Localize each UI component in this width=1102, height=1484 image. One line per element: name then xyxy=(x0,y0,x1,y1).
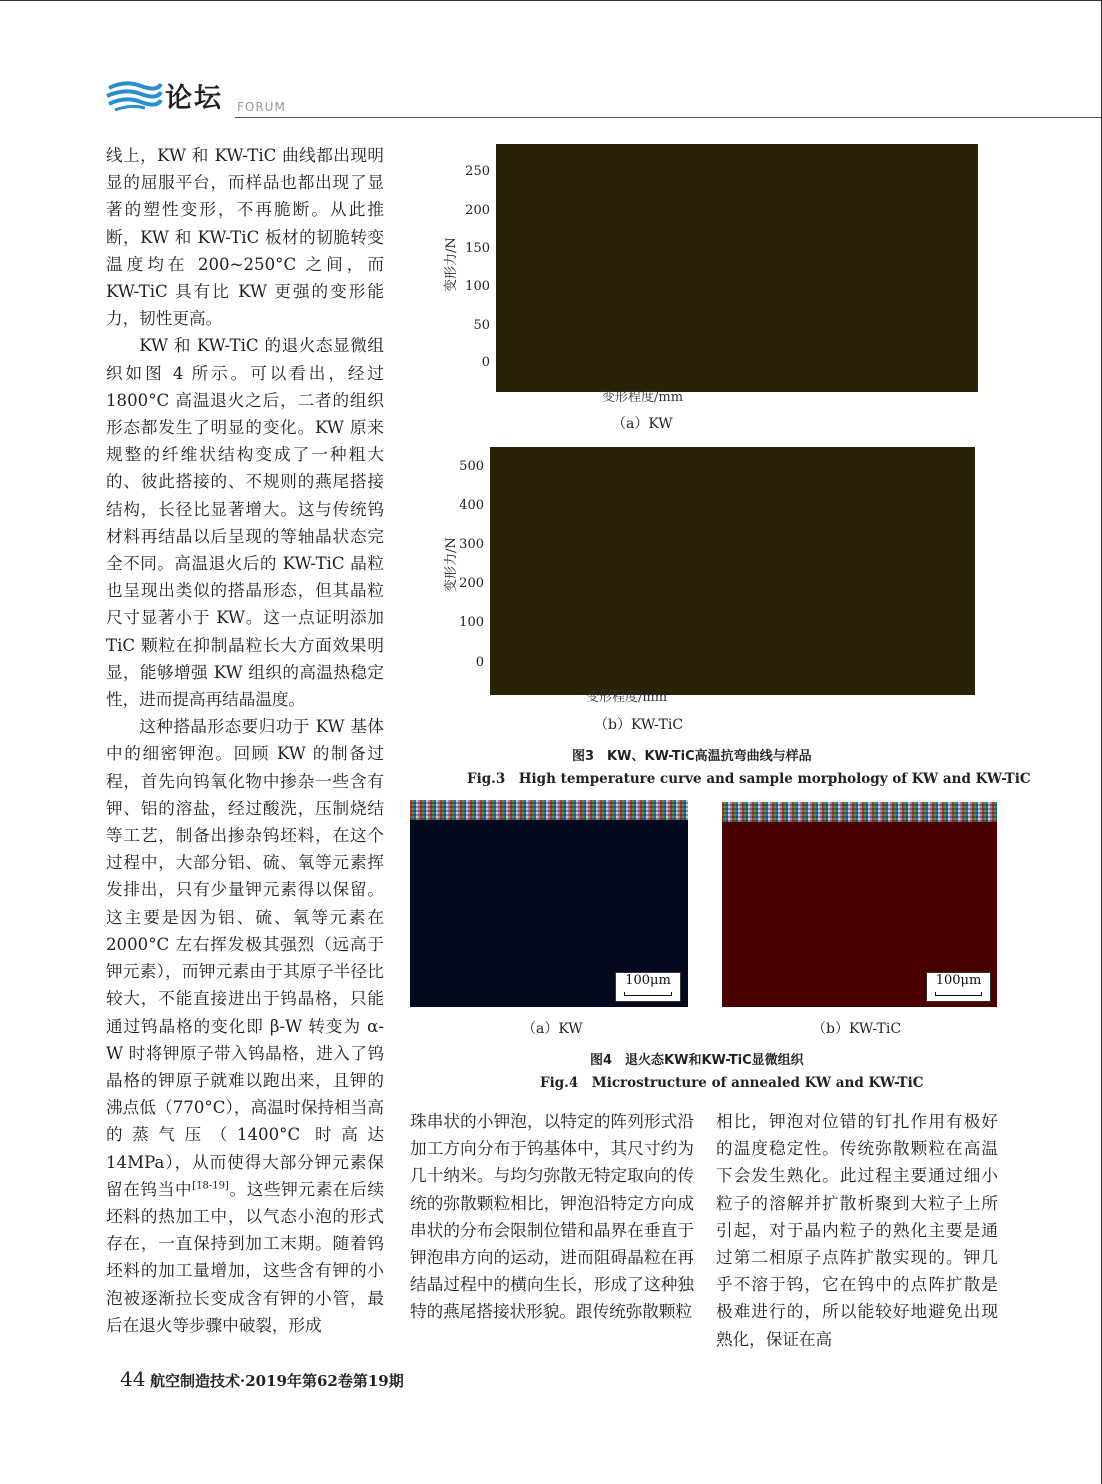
chart-a-ytick: 200 xyxy=(465,203,490,218)
figure-3-caption-cn: 图3 KW、KW-TiC高温抗弯曲线与样品 xyxy=(572,749,812,764)
middle-paragraph: 珠串状的小钾泡，以特定的阵列形式沿加工方向分布于钨基体中，其尺寸约为几十纳米。与均匀弥散无特定取向的传统的弥散颗粒相比，钾泡沿特定方向成串状的分布会限制位错和晶界在垂直于钾泡串方向的运动，进而阻碍晶粒在再结晶过程中的横向生长，形成了这种独特的燕尾搭接状形貌。跟传统弥散颗粒 xyxy=(410,1112,694,1322)
chart-b-caption: （b）KW-TiC xyxy=(594,717,684,733)
chart-a-ytick: 150 xyxy=(465,241,490,256)
paragraph-2: KW 和 KW-TiC 的退火态显微组织如图 4 所示。可以看出，经过 1800°C 高温退火之后，二者的组织形态都发生了明显的变化。KW 原来规整的纤维状结构变成了一种粗大的、彼此搭接的、不规则的燕尾搭接结构，长径比显著增大。这与传统钨材料再结晶以后呈现的等轴晶状态完全不同。高温退火后的 KW-TiC 晶粒也呈现出类似的搭晶形态，但其晶粒尺寸显著小于 KW。这一点证明添加 TiC 颗粒在抑制晶粒长大方面效果明显，能够增强 KW 组织的高温热稳定性，进而提高再结晶温度。 xyxy=(106,336,384,710)
micrograph-noise-band xyxy=(722,802,997,822)
chart-a-ytick: 0 xyxy=(481,355,490,370)
chart-a-xlabel: 变形程度/mm xyxy=(602,390,684,405)
chart-a-ytick: 50 xyxy=(473,318,490,333)
chart-a-ytick: 100 xyxy=(465,279,490,294)
page-number: 44 xyxy=(120,1367,146,1391)
micrograph-kw-tic-caption: （b）KW-TiC xyxy=(812,1021,902,1037)
citation-ref: [18-19] xyxy=(192,1180,229,1192)
paragraph-1: 线上，KW 和 KW-TiC 曲线都出现明显的屈服平台，而样品也都出现了显著的塑性变形，不再脆断。从此推断，KW 和 KW-TiC 板材的韧脆转变温度均在 200~250°C 之间，而 KW-TiC 具有比 KW 更强的变形能力，韧性更高。 xyxy=(106,146,384,329)
chart-a-ytick: 250 xyxy=(465,164,490,179)
scale-bar-line xyxy=(624,992,672,996)
paragraph-3 xyxy=(106,713,384,1339)
micrograph-kw-caption: （a）KW xyxy=(522,1021,583,1037)
scale-bar-kw-tic xyxy=(926,972,991,1002)
chart-b-ytick: 400 xyxy=(459,498,484,513)
section-subtitle: FORUM xyxy=(237,100,286,114)
figure-3-caption-en: Fig.3 High temperature curve and sample morphology of KW and KW-TiC xyxy=(467,771,1031,787)
scale-bar-kw xyxy=(615,972,681,1002)
chart-b-ytick: 300 xyxy=(459,537,484,552)
chart-b-ytick: 0 xyxy=(475,655,484,670)
micrograph-kw xyxy=(410,800,688,1007)
page-top-border xyxy=(0,0,1102,1)
journal-info: 航空制造技术·2019年第62卷第19期 xyxy=(150,1372,404,1390)
chart-b-ytick: 100 xyxy=(459,615,484,630)
chart-b-xlabel: 变形程度/mm xyxy=(586,690,668,705)
scale-bar-label: 100μm xyxy=(625,973,671,988)
header-divider xyxy=(235,117,1101,118)
section-title: 论坛 xyxy=(165,83,223,114)
chart-b xyxy=(430,440,990,740)
scale-bar-line xyxy=(935,992,982,996)
paragraph-3-part-b: 。这些钾元素在后续坯料的热加工中，以气态小泡的形式存在，一直保持到加工末期。随着钨坯料的加工量增加，这些含有钾的小泡被逐渐拉长变成含有钾的小管，最后在退火等步骤中破裂，形成 xyxy=(106,1179,385,1335)
chart-b-ytick: 500 xyxy=(459,459,484,474)
figure-4-caption-cn: 图4 退火态KW和KW-TiC显微组织 xyxy=(590,1053,804,1068)
chart-a-caption: （a）KW xyxy=(612,416,673,432)
micrograph-noise-band xyxy=(410,800,688,820)
page-header xyxy=(105,78,1102,122)
right-paragraph: 相比，钾泡对位错的钉扎作用有极好的温度稳定性。传统弥散颗粒在高温下会发生熟化。此过程主要通过细小粒子的溶解并扩散析聚到大粒子上所引起，对于晶内粒子的熟化主要是通过第二相原子点阵扩散实现的。钾几乎不溶于钨，它在钨中的点阵扩散是极难进行的，所以能较好地避免出现熟化，保证在高 xyxy=(716,1112,998,1349)
chart-a-ylabel: 变形力/N xyxy=(444,237,459,292)
chart-b-plot-area xyxy=(490,447,975,695)
forum-logo-icon xyxy=(105,78,165,112)
left-text-column xyxy=(106,142,384,1339)
chart-a-plot-area xyxy=(496,144,978,392)
paragraph-3-part-a: 这种搭晶形态要归功于 KW 基体中的细密钾泡。回顾 KW 的制备过程，首先向钨氧化物中掺杂一些含有钾、铝的溶盐，经过酸洗，压制烧结等工艺，制备出掺杂钨坯料，在这个过程中，大部分铝、硫、氧等元素挥发排出，只有少量钾元素得以保留。这主要是因为铝、硫、氧等元素在 2000°C 左右挥发极其强烈（远高于钾元素），而钾元素由于其原子半径比较大，不能直接进出于钨晶格，只能通过钨晶格的变化即 β-W 转变为 α-W 时将钾原子带入钨晶格，进入了钨晶格的钾原子就难以跑出来，且钾的沸点低（770°C），高温时保持相当高的蒸气压（1400°C 时高达 14MPa），从而使得大部分钾元素保留在钨当中 xyxy=(106,717,384,1199)
middle-text-column xyxy=(410,1108,694,1326)
scale-bar-label: 100μm xyxy=(935,973,982,988)
chart-b-ylabel: 变形力/N xyxy=(444,537,459,592)
chart-a xyxy=(430,140,990,440)
right-text-column xyxy=(716,1108,998,1353)
micrograph-kw-tic xyxy=(722,802,997,1007)
figure-4-caption-en: Fig.4 Microstructure of annealed KW and KW-TiC xyxy=(540,1075,924,1091)
chart-b-ytick: 200 xyxy=(459,576,484,591)
